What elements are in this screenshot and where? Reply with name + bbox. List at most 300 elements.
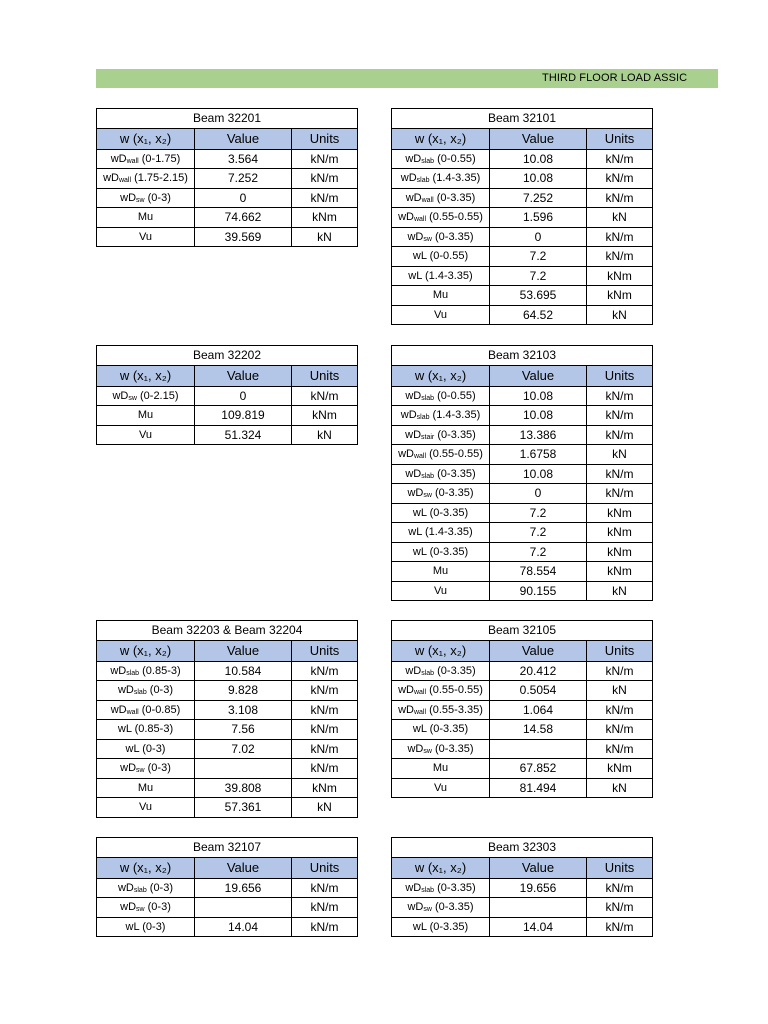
load-label: [392, 562, 490, 582]
load-symbol: wD: [405, 881, 422, 894]
load-label: [392, 464, 490, 484]
load-value: 3.108: [195, 700, 292, 720]
load-value: 14.04: [195, 917, 292, 937]
table-title: Beam 32101: [392, 109, 653, 129]
table-header-row: [392, 857, 653, 878]
table-row: [97, 149, 358, 169]
load-units: kN/m: [292, 188, 358, 208]
load-value: 64.52: [490, 305, 587, 325]
header-load: w (x₁, x₂): [97, 365, 195, 386]
load-units: kN/m: [587, 700, 653, 720]
load-subscript: slab: [421, 669, 435, 677]
load-label: [392, 149, 490, 169]
load-value: 10.08: [490, 406, 587, 426]
load-subscript: slab: [133, 689, 147, 697]
load-label: [392, 581, 490, 601]
load-symbol: wD: [110, 664, 127, 677]
table-title: Beam 32201: [97, 109, 358, 129]
load-symbol: wD: [120, 762, 137, 775]
load-value: 7.2: [490, 503, 587, 523]
load-symbol: wD: [398, 703, 414, 716]
load-label: [392, 445, 490, 465]
load-range: (0-3): [144, 762, 171, 775]
load-symbol: wL: [412, 506, 427, 519]
table-row: [97, 188, 358, 208]
load-label: [392, 406, 490, 426]
load-units: kN/m: [292, 169, 358, 189]
load-label: [392, 720, 490, 740]
header-load: w (x₁, x₂): [97, 857, 195, 878]
table-title-row: [392, 838, 653, 858]
load-value: 53.695: [490, 286, 587, 306]
table-row: [97, 917, 358, 937]
load-units: kN/m: [587, 247, 653, 267]
table-row: [97, 759, 358, 779]
load-label: [392, 286, 490, 306]
load-value: 3.564: [195, 149, 292, 169]
load-label: [392, 898, 490, 918]
sheet-title: THIRD FLOOR LOAD ASSIC: [542, 72, 688, 84]
load-symbol: Mu: [137, 781, 154, 794]
load-value: 10.08: [490, 169, 587, 189]
table-row: [97, 169, 358, 189]
load-label: [392, 503, 490, 523]
load-range: (0-3): [146, 684, 173, 697]
load-label: [97, 739, 195, 759]
load-units: kNm: [292, 208, 358, 228]
sheet-title-banner: [96, 69, 718, 88]
table-row: [392, 898, 653, 918]
load-symbol: wL: [412, 250, 427, 263]
load-units: kN/m: [587, 227, 653, 247]
load-subscript: slab: [421, 472, 435, 480]
load-symbol: wD: [405, 152, 422, 165]
load-value: 109.819: [195, 406, 292, 426]
load-units: kNm: [587, 523, 653, 543]
load-units: kN/m: [587, 425, 653, 445]
table-title: Beam 32203 & Beam 32204: [97, 621, 358, 641]
load-value: 1.6758: [490, 445, 587, 465]
load-label: [97, 386, 195, 406]
header-units: Units: [292, 128, 358, 149]
load-label: [392, 484, 490, 504]
load-symbol: wD: [407, 487, 424, 500]
beam-table-32201: [96, 108, 358, 247]
load-label: [392, 778, 490, 798]
table-row: [392, 720, 653, 740]
load-units: kN/m: [292, 720, 358, 740]
load-units: kN/m: [292, 386, 358, 406]
load-label: [97, 917, 195, 937]
table-row: [97, 406, 358, 426]
load-symbol: wD: [398, 448, 414, 461]
table-row: [97, 720, 358, 740]
load-units: kN/m: [292, 739, 358, 759]
load-units: kN/m: [292, 661, 358, 681]
table-row: [392, 562, 653, 582]
load-range: (0.85-3): [131, 723, 174, 736]
load-label: [97, 878, 195, 898]
load-symbol: wL: [412, 723, 427, 736]
table-row: [392, 878, 653, 898]
load-symbol: Vu: [433, 308, 448, 321]
load-label: [97, 149, 195, 169]
load-subscript: sw: [136, 906, 145, 914]
load-label: [97, 681, 195, 701]
load-units: kN: [587, 305, 653, 325]
load-range: (0-3.35): [431, 230, 474, 243]
load-units: kN/m: [292, 681, 358, 701]
load-label: [97, 798, 195, 818]
load-value: 7.2: [490, 247, 587, 267]
header-units: Units: [587, 128, 653, 149]
load-range: (0-3.35): [433, 191, 476, 204]
header-value: Value: [195, 365, 292, 386]
load-units: kN/m: [587, 169, 653, 189]
load-symbol: wD: [400, 409, 417, 422]
load-range: (0-3.35): [434, 664, 476, 677]
table-row: [392, 227, 653, 247]
load-range: (0-1.75): [138, 152, 181, 165]
header-load: w (x₁, x₂): [97, 128, 195, 149]
table-title: Beam 32105: [392, 621, 653, 641]
load-units: kN/m: [587, 464, 653, 484]
load-subscript: stair: [421, 433, 435, 441]
header-value: Value: [490, 128, 587, 149]
load-value: [195, 759, 292, 779]
header-units: Units: [292, 640, 358, 661]
load-units: kN: [587, 208, 653, 228]
table-title-row: [97, 109, 358, 129]
load-symbol: Vu: [433, 584, 448, 597]
table-row: [392, 484, 653, 504]
load-range: (0.85-3): [139, 664, 181, 677]
load-label: [97, 406, 195, 426]
load-units: kN/m: [292, 898, 358, 918]
beam-table-32202: [96, 345, 358, 445]
load-symbol: wD: [120, 191, 137, 204]
load-value: 57.361: [195, 798, 292, 818]
beam-table-32107: [96, 837, 358, 937]
load-value: 7.252: [490, 188, 587, 208]
load-units: kN/m: [587, 149, 653, 169]
header-units: Units: [587, 640, 653, 661]
load-value: 0.5054: [490, 681, 587, 701]
load-symbol: wL: [412, 545, 427, 558]
load-range: (1.4-3.35): [421, 269, 473, 282]
table-header-row: [97, 365, 358, 386]
table-row: [97, 661, 358, 681]
header-units: Units: [292, 365, 358, 386]
table-row: [392, 266, 653, 286]
table-row: [392, 661, 653, 681]
load-units: kN/m: [587, 188, 653, 208]
table-row: [392, 581, 653, 601]
load-symbol: wD: [405, 428, 422, 441]
table-row: [97, 739, 358, 759]
load-value: 90.155: [490, 581, 587, 601]
load-range: (0-3.35): [426, 545, 469, 558]
load-value: 19.656: [490, 878, 587, 898]
table-header-row: [97, 857, 358, 878]
load-value: 0: [195, 386, 292, 406]
load-range: (0-3.35): [426, 920, 469, 933]
load-label: [97, 169, 195, 189]
load-range: (0-3): [144, 191, 171, 204]
table-row: [392, 464, 653, 484]
load-symbol: wL: [117, 723, 132, 736]
load-value: 51.324: [195, 425, 292, 445]
load-value: 10.08: [490, 386, 587, 406]
load-symbol: wD: [110, 703, 127, 716]
load-label: [392, 386, 490, 406]
beam-table-32303: [391, 837, 653, 937]
load-symbol: Vu: [138, 230, 153, 243]
load-range: (0-3.35): [426, 723, 469, 736]
load-value: 1.064: [490, 700, 587, 720]
load-symbol: wD: [405, 191, 422, 204]
load-units: kN/m: [292, 149, 358, 169]
load-subscript: wall: [421, 196, 434, 204]
load-symbol: wD: [400, 172, 417, 185]
beam-table-32203-32204: [96, 620, 358, 818]
load-symbol: wL: [125, 742, 140, 755]
table-row: [97, 798, 358, 818]
load-label: [97, 720, 195, 740]
load-range: (0.55-0.55): [426, 448, 483, 461]
load-subscript: slab: [421, 394, 435, 402]
table-row: [97, 425, 358, 445]
load-value: 39.569: [195, 227, 292, 247]
load-label: [392, 247, 490, 267]
header-load: w (x₁, x₂): [97, 640, 195, 661]
load-units: kN: [587, 581, 653, 601]
load-units: kN/m: [587, 661, 653, 681]
table-row: [97, 700, 358, 720]
header-units: Units: [587, 365, 653, 386]
table-header-row: [97, 128, 358, 149]
load-range: (0-3): [139, 742, 166, 755]
load-subscript: wall: [118, 177, 132, 185]
load-range: (0-3): [146, 881, 173, 894]
load-label: [392, 169, 490, 189]
table-title-row: [392, 621, 653, 641]
load-subscript: slab: [421, 157, 435, 165]
load-value: 13.386: [490, 425, 587, 445]
load-units: kNm: [587, 759, 653, 779]
header-load: w (x₁, x₂): [392, 128, 490, 149]
load-symbol: wD: [398, 211, 414, 224]
load-symbol: wD: [117, 881, 134, 894]
load-label: [97, 700, 195, 720]
load-symbol: wD: [407, 230, 424, 243]
load-value: 0: [490, 227, 587, 247]
load-value: 14.58: [490, 720, 587, 740]
table-title-row: [392, 346, 653, 366]
load-symbol: Mu: [432, 762, 449, 775]
header-value: Value: [490, 640, 587, 661]
load-range: (0.55-3.35): [426, 703, 483, 716]
load-symbol: Vu: [433, 781, 448, 794]
load-symbol: wD: [103, 172, 119, 185]
header-value: Value: [195, 857, 292, 878]
load-value: 81.494: [490, 778, 587, 798]
header-load: w (x₁, x₂): [392, 365, 490, 386]
table-row: [97, 898, 358, 918]
load-value: 7.02: [195, 739, 292, 759]
load-label: [392, 700, 490, 720]
load-range: (0-3): [144, 901, 171, 914]
header-value: Value: [490, 857, 587, 878]
load-value: 39.808: [195, 778, 292, 798]
load-range: (1.4-3.35): [429, 409, 481, 422]
load-subscript: sw: [423, 235, 432, 243]
load-symbol: wD: [120, 901, 137, 914]
load-value: 7.2: [490, 523, 587, 543]
load-subscript: sw: [423, 906, 432, 914]
load-symbol: wD: [407, 901, 424, 914]
load-symbol: wD: [405, 467, 422, 480]
load-range: (1.4-3.35): [421, 526, 473, 539]
table-row: [392, 305, 653, 325]
load-range: (0-0.55): [434, 389, 476, 402]
load-units: kN/m: [292, 700, 358, 720]
table-row: [392, 208, 653, 228]
load-symbol: wL: [412, 920, 427, 933]
load-label: [97, 227, 195, 247]
load-symbol: wD: [405, 389, 422, 402]
load-symbol: wD: [110, 152, 127, 165]
load-value: 10.08: [490, 464, 587, 484]
table-row: [97, 681, 358, 701]
load-range: (1.4-3.35): [429, 172, 481, 185]
table-row: [392, 247, 653, 267]
load-value: 67.852: [490, 759, 587, 779]
load-label: [97, 208, 195, 228]
table-row: [392, 739, 653, 759]
load-subscript: wall: [413, 689, 427, 697]
table-title-row: [97, 621, 358, 641]
table-row: [97, 386, 358, 406]
table-header-row: [392, 640, 653, 661]
load-subscript: slab: [416, 177, 430, 185]
load-symbol: Mu: [432, 565, 449, 578]
beam-table-32101: [391, 108, 653, 325]
load-symbol: Mu: [432, 289, 449, 302]
table-row: [392, 169, 653, 189]
load-value: 7.252: [195, 169, 292, 189]
load-subscript: sw: [423, 492, 432, 500]
load-range: (0-3.35): [434, 428, 476, 441]
load-symbol: wD: [398, 684, 414, 697]
load-units: kN: [587, 445, 653, 465]
load-units: kNm: [292, 778, 358, 798]
load-symbol: wD: [407, 742, 424, 755]
load-value: 20.412: [490, 661, 587, 681]
load-value: [195, 898, 292, 918]
load-label: [392, 661, 490, 681]
load-value: [490, 898, 587, 918]
load-units: kN: [292, 425, 358, 445]
load-value: 7.2: [490, 542, 587, 562]
load-units: kNm: [587, 503, 653, 523]
load-units: kN/m: [587, 878, 653, 898]
load-label: [392, 208, 490, 228]
load-symbol: wL: [125, 920, 140, 933]
table-header-row: [97, 640, 358, 661]
load-units: kN/m: [292, 759, 358, 779]
table-row: [392, 700, 653, 720]
table-title: Beam 32107: [97, 838, 358, 858]
load-range: (0-0.85): [138, 703, 181, 716]
load-symbol: Mu: [137, 409, 154, 422]
load-value: 0: [490, 484, 587, 504]
load-range: (0-3): [139, 920, 166, 933]
load-range: (1.75-2.15): [131, 172, 188, 185]
load-label: [392, 266, 490, 286]
load-range: (0-2.15): [136, 389, 179, 402]
load-label: [392, 681, 490, 701]
load-subscript: sw: [136, 767, 145, 775]
table-row: [392, 445, 653, 465]
load-units: kN/m: [587, 484, 653, 504]
table-row: [392, 917, 653, 937]
load-label: [392, 878, 490, 898]
load-units: kN/m: [587, 720, 653, 740]
table-row: [97, 208, 358, 228]
table-title: Beam 32103: [392, 346, 653, 366]
load-value: 19.656: [195, 878, 292, 898]
header-value: Value: [490, 365, 587, 386]
load-units: kN/m: [587, 406, 653, 426]
table-title: Beam 32202: [97, 346, 358, 366]
load-subscript: sw: [128, 394, 137, 402]
table-row: [392, 425, 653, 445]
table-row: [97, 778, 358, 798]
load-label: [97, 188, 195, 208]
load-symbol: wD: [405, 664, 422, 677]
load-units: kN/m: [587, 917, 653, 937]
load-units: kN: [587, 778, 653, 798]
load-symbol: Mu: [137, 211, 154, 224]
load-symbol: wL: [408, 526, 422, 539]
load-range: (0-0.55): [426, 250, 469, 263]
load-range: (0.55-0.55): [426, 211, 483, 224]
load-range: (0-3.35): [431, 901, 474, 914]
load-label: [97, 661, 195, 681]
load-subscript: slab: [416, 414, 430, 422]
load-range: (0-3.35): [434, 467, 476, 480]
load-value: 78.554: [490, 562, 587, 582]
table-row: [97, 878, 358, 898]
table-title-row: [97, 838, 358, 858]
load-range: (0.55-0.55): [426, 684, 483, 697]
load-value: 10.584: [195, 661, 292, 681]
table-title-row: [392, 109, 653, 129]
load-label: [392, 523, 490, 543]
header-units: Units: [587, 857, 653, 878]
load-label: [392, 759, 490, 779]
load-value: 14.04: [490, 917, 587, 937]
table-row: [392, 286, 653, 306]
load-subscript: slab: [133, 886, 147, 894]
load-value: [490, 739, 587, 759]
load-label: [392, 425, 490, 445]
load-units: kNm: [587, 542, 653, 562]
table-row: [392, 149, 653, 169]
load-label: [392, 542, 490, 562]
load-range: (0-3.35): [431, 487, 474, 500]
